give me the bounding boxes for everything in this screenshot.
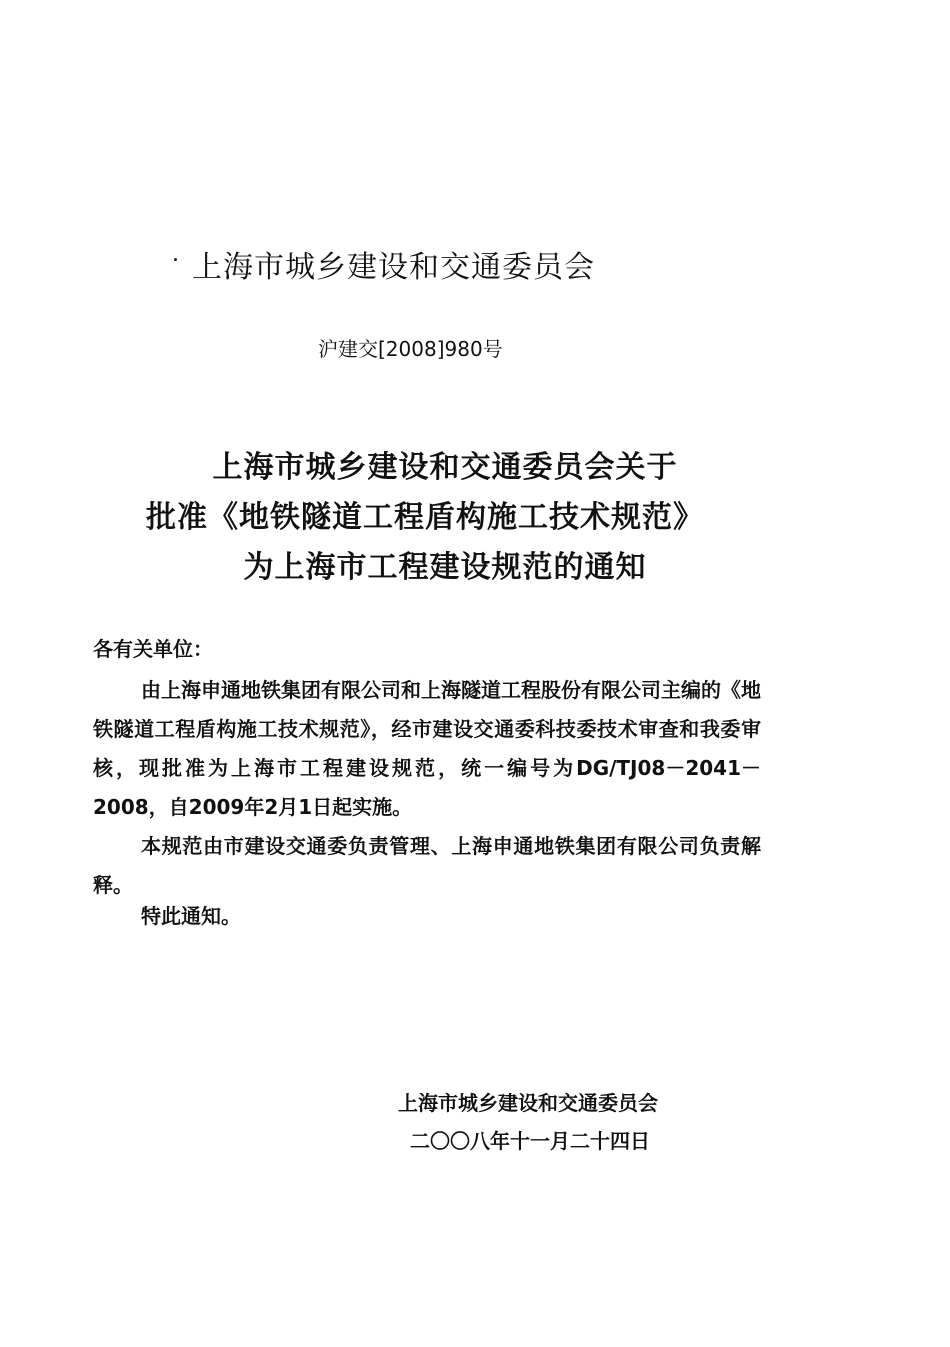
body-paragraph-closing: 特此通知。 [141,904,241,928]
title-line-3: 为上海市工程建设规范的通知 [243,550,647,585]
title-line-1: 上海市城乡建设和交通委员会关于 [212,450,678,485]
signature-date: 二〇〇八年十一月二十四日 [410,1129,650,1153]
issuer-heading: 上海市城乡建设和交通委员会 [192,250,595,285]
body-paragraph-management: 本规范由市建设交通委负责管理、上海申通地铁集团有限公司负责解释。 [93,834,761,897]
scan-speck [174,258,177,261]
document-number: 沪建交[2008]980号 [318,337,503,361]
title-line-2: 批准《地铁隧道工程盾构施工技术规范》 [146,500,704,535]
signature-organization: 上海市城乡建设和交通委员会 [398,1091,658,1115]
salutation: 各有关单位： [93,637,213,661]
body-paragraph-approval: 由上海申通地铁集团有限公司和上海隧道工程股份有限公司主编的《地铁隧道工程盾构施工技术规范》，经市建设交通委科技委技术审查和我委审核，现批准为上海市工程建设规范，统一编号为DG/TJ08－2041－2008，自2009年2月1日起实施。 [93,678,761,819]
